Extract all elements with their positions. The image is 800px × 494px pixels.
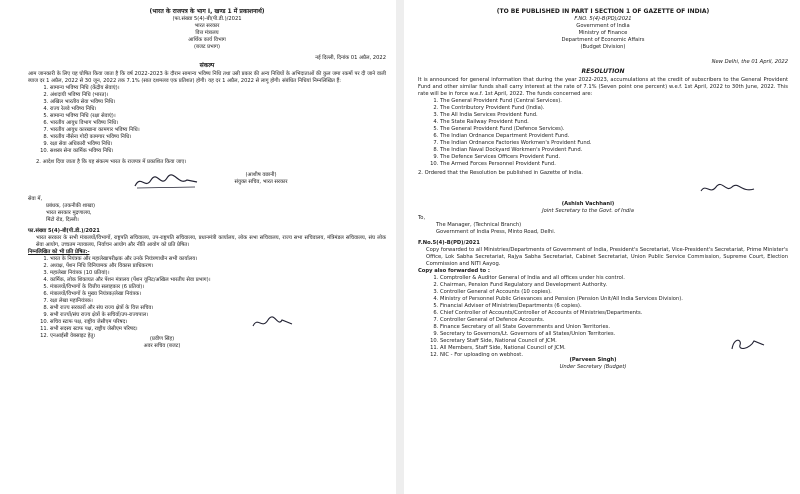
to-label: सेवा में, xyxy=(28,196,43,203)
copy-list-item: 9. सभी राज्यों/संघ राज्य क्षेत्रों के सचिवों/उप-राज्यपाल। xyxy=(50,312,386,319)
signature-image xyxy=(131,172,201,192)
ministry-name: वित्त मंत्रालय xyxy=(195,29,219,36)
fund-list-item: 5. The General Provident Fund (Defence Services). xyxy=(440,126,788,133)
signatory-title: संयुक्त सचिव, भारत सरकार xyxy=(234,179,288,186)
signatory-title: अवर सचिव (बजट) xyxy=(143,343,181,350)
division-name: (बजट प्रभाग) xyxy=(194,43,220,50)
copy-list-item: 2. अध्यक्ष, पेंशन निधि विनियामक और विकास प्राधिकरण। xyxy=(50,263,386,270)
copy-label: Copy also forwarded to : xyxy=(418,268,490,275)
copy-list-item: 1. भारत के नियंत्रक और महालेखापरीक्षक और उनके नियंत्रणाधीन सभी कार्यालय। xyxy=(50,256,386,263)
to-label: To, xyxy=(418,215,426,222)
fund-list-item: 5. सामान्य भविष्य निधि (रक्षा सेवाएं)। xyxy=(50,113,386,120)
copy-label: निम्नलिखित को भी प्रति प्रेषित:- xyxy=(28,249,90,256)
government-name: भारत सरकार xyxy=(194,22,220,29)
signature-image xyxy=(250,314,296,332)
address-block xyxy=(46,203,386,224)
fund-list-item: 4. The State Railway Provident Fund. xyxy=(440,119,788,126)
copy-list-item: 7. रक्षा लेखा महानियंत्रक। xyxy=(50,298,386,305)
division-name: (Budget Division) xyxy=(580,43,626,50)
copy-list-item: 5. Financial Adviser of Ministries/Departments (6 copies). xyxy=(440,303,788,310)
copy-list-item: 12. NIC - For uploading on webhost. xyxy=(440,352,788,359)
hindi-document-page xyxy=(0,0,396,494)
forward-paragraph: Copy forwarded to all Ministries/Departments of Government of India, President's Secretariat, Vice-President's Secretariat, Prime Minister's Office, Lok Sabha Secretariat, Rajya Sabha Secretariat, Cabinet Secretariat, Union Public Service Commission, Supreme Court, Election Commission and NITI Aayog. xyxy=(426,247,788,268)
fund-list-item: 3. The All India Services Provident Fund. xyxy=(440,112,788,119)
address-line: Government of India Press, Minto Road, Delhi. xyxy=(436,229,556,236)
fund-list-item: 2. The Contributory Provident Fund (India). xyxy=(440,105,788,112)
signatory-name: (प्रवीण सिंह) xyxy=(149,336,175,343)
fund-list-item: 1. सामान्य भविष्य निधि (केंद्रीय सेवाएं)। xyxy=(50,85,386,92)
date-line: नई दिल्ली, दिनांक 01 अप्रैल, 2022 xyxy=(315,54,386,61)
signatory-2 xyxy=(418,357,768,371)
copy-list-item: 11. सभी सदस्य स्टाफ पक्ष, राष्ट्रीय जेसीएम परिषद। xyxy=(50,326,386,333)
address-line: मिंटो रोड, दिल्ली। xyxy=(46,217,79,224)
copy-list-item: 10. Secretary Staff Side, National Council of JCM. xyxy=(440,338,788,345)
fund-list-item: 6. भारतीय आयुध विभाग भविष्य निधि। xyxy=(50,120,386,127)
address-block xyxy=(436,222,788,236)
gazette-header: (TO BE PUBLISHED IN PART I SECTION 1 OF GAZETTE OF INDIA) xyxy=(496,8,710,15)
signatory-name: (Parveen Singh) xyxy=(569,357,617,364)
fund-list-item: 10. सशस्त्र सेना कार्मिक भविष्य निधि। xyxy=(50,148,386,155)
english-document-page xyxy=(404,0,800,494)
address-line: The Manager, (Technical Branch) xyxy=(436,222,522,229)
copy-list-item: 10. सचिव स्टाफ पक्ष, राष्ट्रीय जेसीएम परिषद। xyxy=(50,319,386,326)
signatory-title: Joint Secretary to the Govt. of India xyxy=(542,208,634,215)
date-line: New Delhi, the 01 April, 2022 xyxy=(711,58,788,65)
copy-list-item: 6. मंत्रालयों/विभागों के मुख्य नियंत्रक/लेखा नियंत्रक। xyxy=(50,291,386,298)
signature-image xyxy=(728,335,768,353)
address-line: भारत सरकार मुद्रणालय, xyxy=(46,210,92,217)
fund-list-item: 4. राज्य रेलवे भविष्य निधि। xyxy=(50,106,386,113)
address-line: प्रबंधक, (तकनीकी शाखा) xyxy=(46,203,96,210)
copy-list-item: 1. Comptroller & Auditor General of India and all offices under his control. xyxy=(440,275,788,282)
copy-list-item: 9. Secretary to Governors/Lt. Governors of all States/Union Territories. xyxy=(440,331,788,338)
copy-list-item: 3. Controller General of Accounts (10 copies). xyxy=(440,289,788,296)
signatory-name: (आशीष वछानी) xyxy=(245,172,277,179)
signature-image xyxy=(698,181,758,197)
copy-list-item: 4. Ministry of Personnel Public Grievances and Pension (Pension Unit/All India Services Division). xyxy=(440,296,788,303)
copy-list-item: 4. कार्मिक, लोक शिकायत और पेंशन मंत्रालय (पेंशन यूनिट/अखिल भारतीय सेवा प्रभाग)। xyxy=(50,277,386,284)
fund-list-item: 2. अंशदायी भविष्य निधि (भारत)। xyxy=(50,92,386,99)
file-number-forward: F.No.5(4)-B(PD)/2021 xyxy=(418,240,480,247)
fund-list-item: 9. रक्षा सेवा अधिकारी भविष्य निधि। xyxy=(50,141,386,148)
copy-list-item: 12. एनआईसी वेबसाइट हेतु। xyxy=(50,333,386,340)
file-number: (फा.संख्या 5(4)-बी(पी.डी.)/2021 xyxy=(172,15,242,22)
gazette-header: (भारत के राजपत्र के भाग I, खण्ड 1 में प्रकाशनार्थ) xyxy=(149,8,265,15)
document-title: RESOLUTION xyxy=(581,67,625,75)
copy-list-item: 6. Chief Controller of Accounts/Controller of Accounts of Ministries/Departments. xyxy=(440,310,788,317)
copy-list-item: 5. मंत्रालयों/विभागों के वित्तीय सलाहकार (6 प्रतियां)। xyxy=(50,284,386,291)
fund-list-item: 8. भारतीय नौसेना गोदी कामगार भविष्य निधि। xyxy=(50,134,386,141)
forward-paragraph: भारत सरकार के सभी मंत्रालयों/विभागों, राष्ट्रपति सचिवालय, उप-राष्ट्रपति सचिवालय, प्रधानमंत्री कार्यालय, लोक सभा सचिवालय, राज्य सभा सचिवालय, मंत्रिमंडल सचिवालय, संघ लोक सेवा आयोग, उच्चतम न्यायालय, निर्वाचन आयोग और नीति आयोग को प्रति प्रेषित। xyxy=(36,235,386,249)
fund-list-item: 10. The Armed Forces Personnel Provident Fund. xyxy=(440,161,788,168)
file-number-forward: फा.संख्या 5(4)-बी(पी.डी.)/2021 xyxy=(28,228,100,235)
copy-list-item: 2. Chairman, Pension Fund Regulatory and Development Authority. xyxy=(440,282,788,289)
ministry-name: Ministry of Finance xyxy=(578,29,628,36)
fund-list-item: 3. अखिल भारतीय सेवा भविष्य निधि। xyxy=(50,99,386,106)
fund-list-item: 6. The Indian Ordnance Department Provident Fund. xyxy=(440,133,788,140)
copy-list-item: 8. Finance Secretary of all State Governments and Union Territories. xyxy=(440,324,788,331)
department-name: आर्थिक कार्य विभाग xyxy=(188,36,226,43)
department-name: Department of Economic Affairs xyxy=(561,36,645,43)
order-paragraph: 2. आदेश दिया जाता है कि यह संकल्प भारत के राजपत्र में प्रकाशित किया जाए। xyxy=(36,159,187,166)
copy-list-item: 3. महालेखा नियंत्रक (10 प्रतियां)। xyxy=(50,270,386,277)
signatory-name: (Ashish Vachhani) xyxy=(561,201,615,208)
fund-list-item: 7. The Indian Ordnance Factories Workmen's Provident Fund. xyxy=(440,140,788,147)
signatory-title: Under Secretary (Budget) xyxy=(559,364,627,371)
signatory-1 xyxy=(418,201,758,215)
copy-list-item: 8. सभी राज्य सरकारों और संघ राज्य क्षेत्रों के वित्त सचिव। xyxy=(50,305,386,312)
order-paragraph: 2. Ordered that the Resolution be published in Gazette of India. xyxy=(418,170,583,177)
fund-list-item: 7. भारतीय आयुध कारखाना कामगार भविष्य निधि। xyxy=(50,127,386,134)
fund-list-item: 1. The General Provident Fund (Central Services). xyxy=(440,98,788,105)
copy-list-item: 11. All Members, Staff Side, National Council of JCM. xyxy=(440,345,788,352)
copy-list-item: 7. Controller General of Defence Accounts. xyxy=(440,317,788,324)
intro-paragraph: आम जानकारी के लिए यह घोषित किया जाता है कि वर्ष 2022-2023 के दौरान सामान्य भविष्य निधि तथा उसी प्रकार की अन्य निधियों के अभिदाताओं की कुल जमा रकमों पर दी जाने वाली ब्याज दर 1 अप्रैल, 2022 से 30 जून, 2022 तक 7.1% (सात दशमलव एक प्रतिशत) होगी। यह दर 1 अप्रैल, 2022 से लागू होगी। संबंधित निधियां निम्नलिखित हैं: xyxy=(28,71,386,85)
fund-list-item: 8. The Indian Naval Dockyard Workmen's Provident Fund. xyxy=(440,147,788,154)
intro-paragraph: It is announced for general information that during the year 2022-2023, accumulations at the credit of subscribers to the General Provident Fund and other similar funds shall carry interest at the rate of 7.1% (Seven point one percent) w.e.f. 1st April, 2022 to 30th June, 2022. This rate will be in force w.e.f. 1st April, 2022. The funds concerned are: xyxy=(418,77,788,98)
fund-list-item: 9. The Defence Services Officers Provident Fund. xyxy=(440,154,788,161)
funds-list xyxy=(28,85,386,155)
document-title: संकल्प xyxy=(199,61,215,69)
file-number: F.NO. 5(4)-B(PD)/2021 xyxy=(574,15,632,22)
government-name: Government of India xyxy=(576,22,630,29)
funds-list xyxy=(418,98,788,168)
